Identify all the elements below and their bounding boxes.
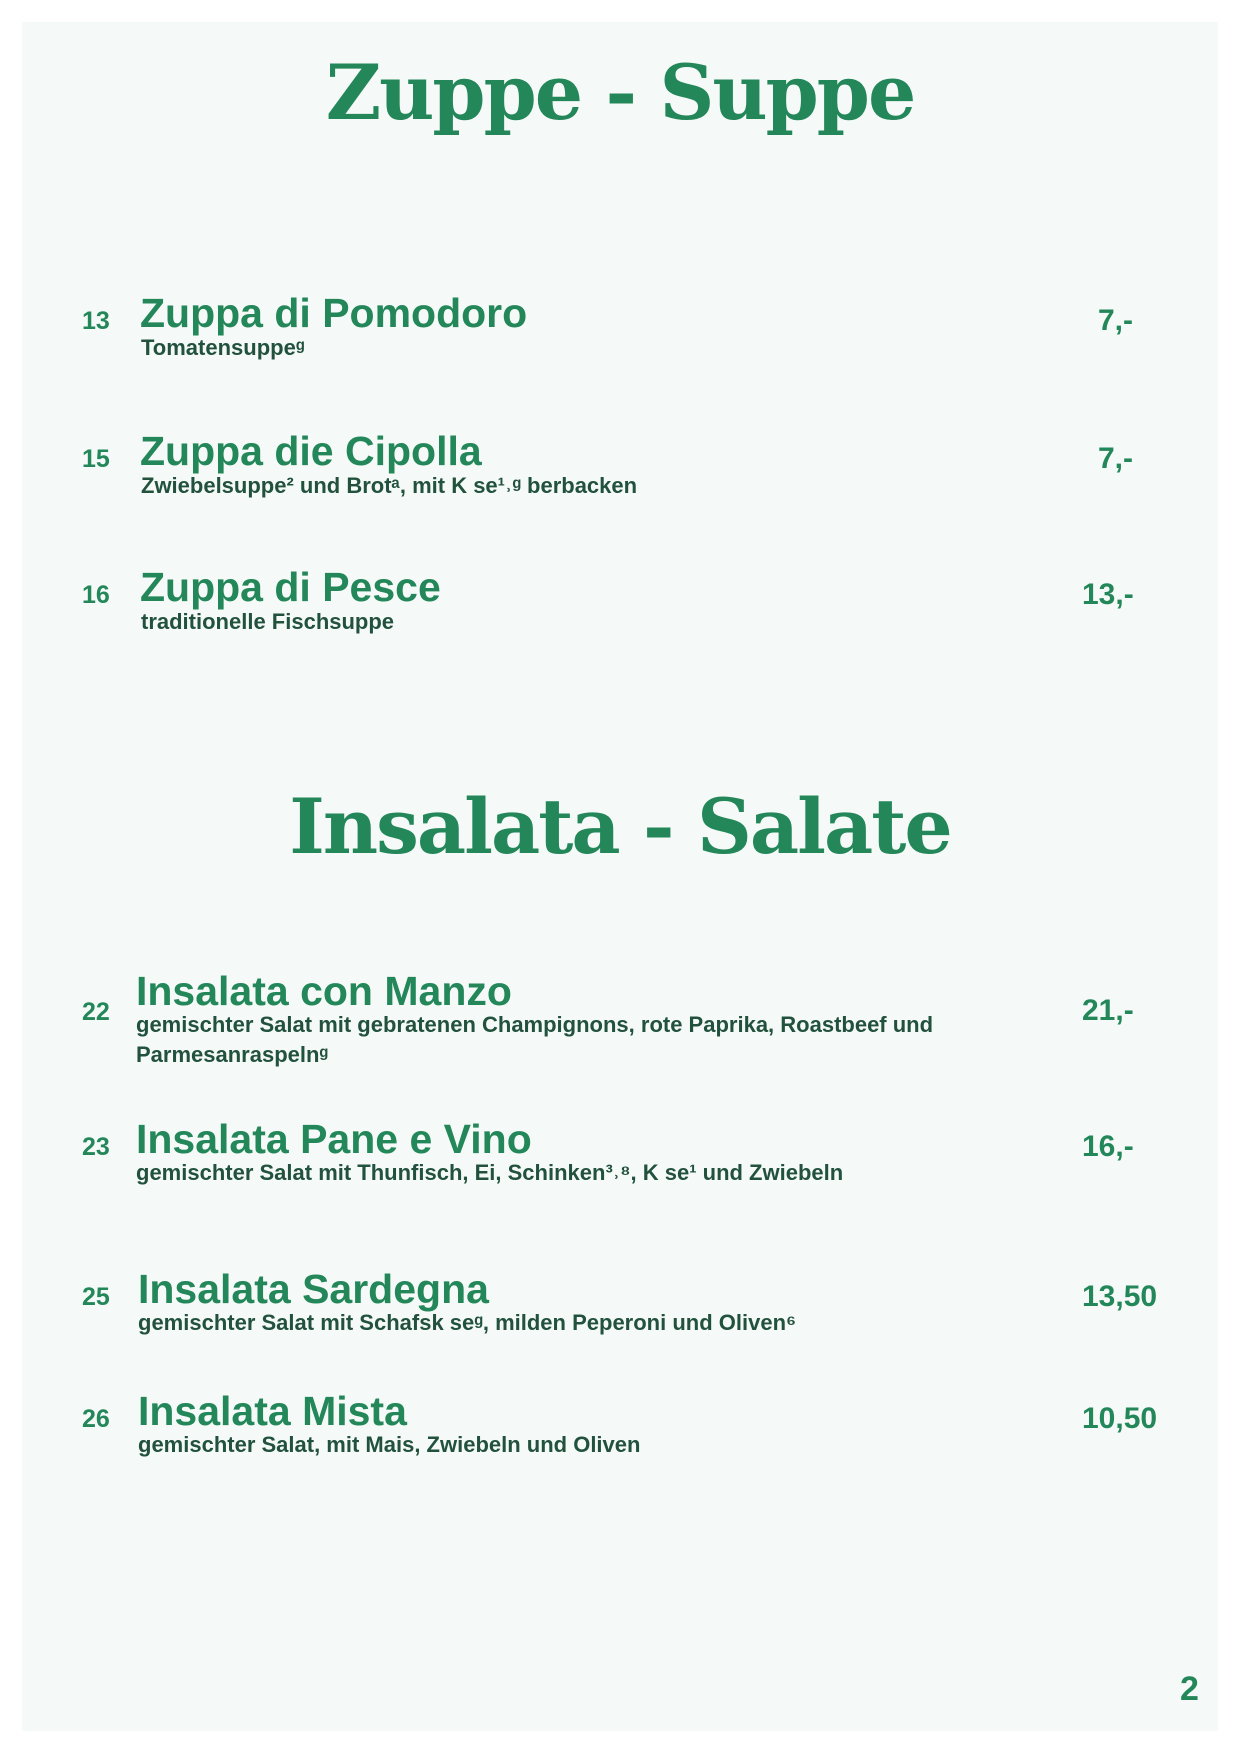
item-description: Zwiebelsuppe² und Brotᵃ, mit K se¹˒ᵍ berbacken (141, 473, 638, 498)
item-number: 25 (82, 1283, 110, 1311)
item-name: Zuppa di Pomodoro (140, 290, 528, 336)
item-number: 26 (82, 1405, 110, 1433)
item-description: gemischter Salat mit Schafsk seᵍ, milden Peperoni und Oliven⁶ (138, 1310, 797, 1335)
item-price: 13,- (1082, 578, 1134, 611)
item-number: 16 (82, 581, 110, 609)
item-description: gemischter Salat mit Thunfisch, Ei, Schinken³˒⁸, K se¹ und Zwiebeln (136, 1160, 844, 1185)
item-number: 22 (82, 998, 110, 1026)
item-name: Insalata Pane e Vino (136, 1116, 532, 1162)
item-name: Insalata Sardegna (138, 1266, 489, 1312)
item-price: 7,- (1098, 304, 1134, 337)
item-price: 21,- (1082, 994, 1134, 1027)
page-number: 2 (1180, 1670, 1199, 1708)
item-name: Insalata con Manzo (136, 968, 512, 1014)
item-name: Insalata Mista (138, 1388, 407, 1434)
menu-page (22, 22, 1218, 1731)
section-title-salads: Insalata - Salate (289, 782, 951, 871)
item-name: Zuppa die Cipolla (140, 428, 482, 474)
item-price: 13,50 (1082, 1280, 1158, 1313)
item-description: traditionelle Fischsuppe (141, 609, 395, 634)
item-description: gemischter Salat mit gebratenen Champignons, rote Paprika, Roastbeef und Parmesanraspelnᵍ (136, 1012, 934, 1067)
item-number: 13 (82, 307, 110, 335)
item-name: Zuppa di Pesce (140, 564, 441, 610)
item-description: gemischter Salat, mit Mais, Zwiebeln und Oliven (138, 1432, 641, 1457)
item-price: 7,- (1098, 442, 1134, 475)
item-price: 16,- (1082, 1130, 1134, 1163)
item-number: 23 (82, 1133, 110, 1161)
item-description: Tomatensuppeᵍ (141, 335, 305, 360)
section-title-soups: Zuppe - Suppe (325, 48, 915, 137)
item-number: 15 (82, 445, 110, 473)
item-price: 10,50 (1082, 1402, 1158, 1435)
